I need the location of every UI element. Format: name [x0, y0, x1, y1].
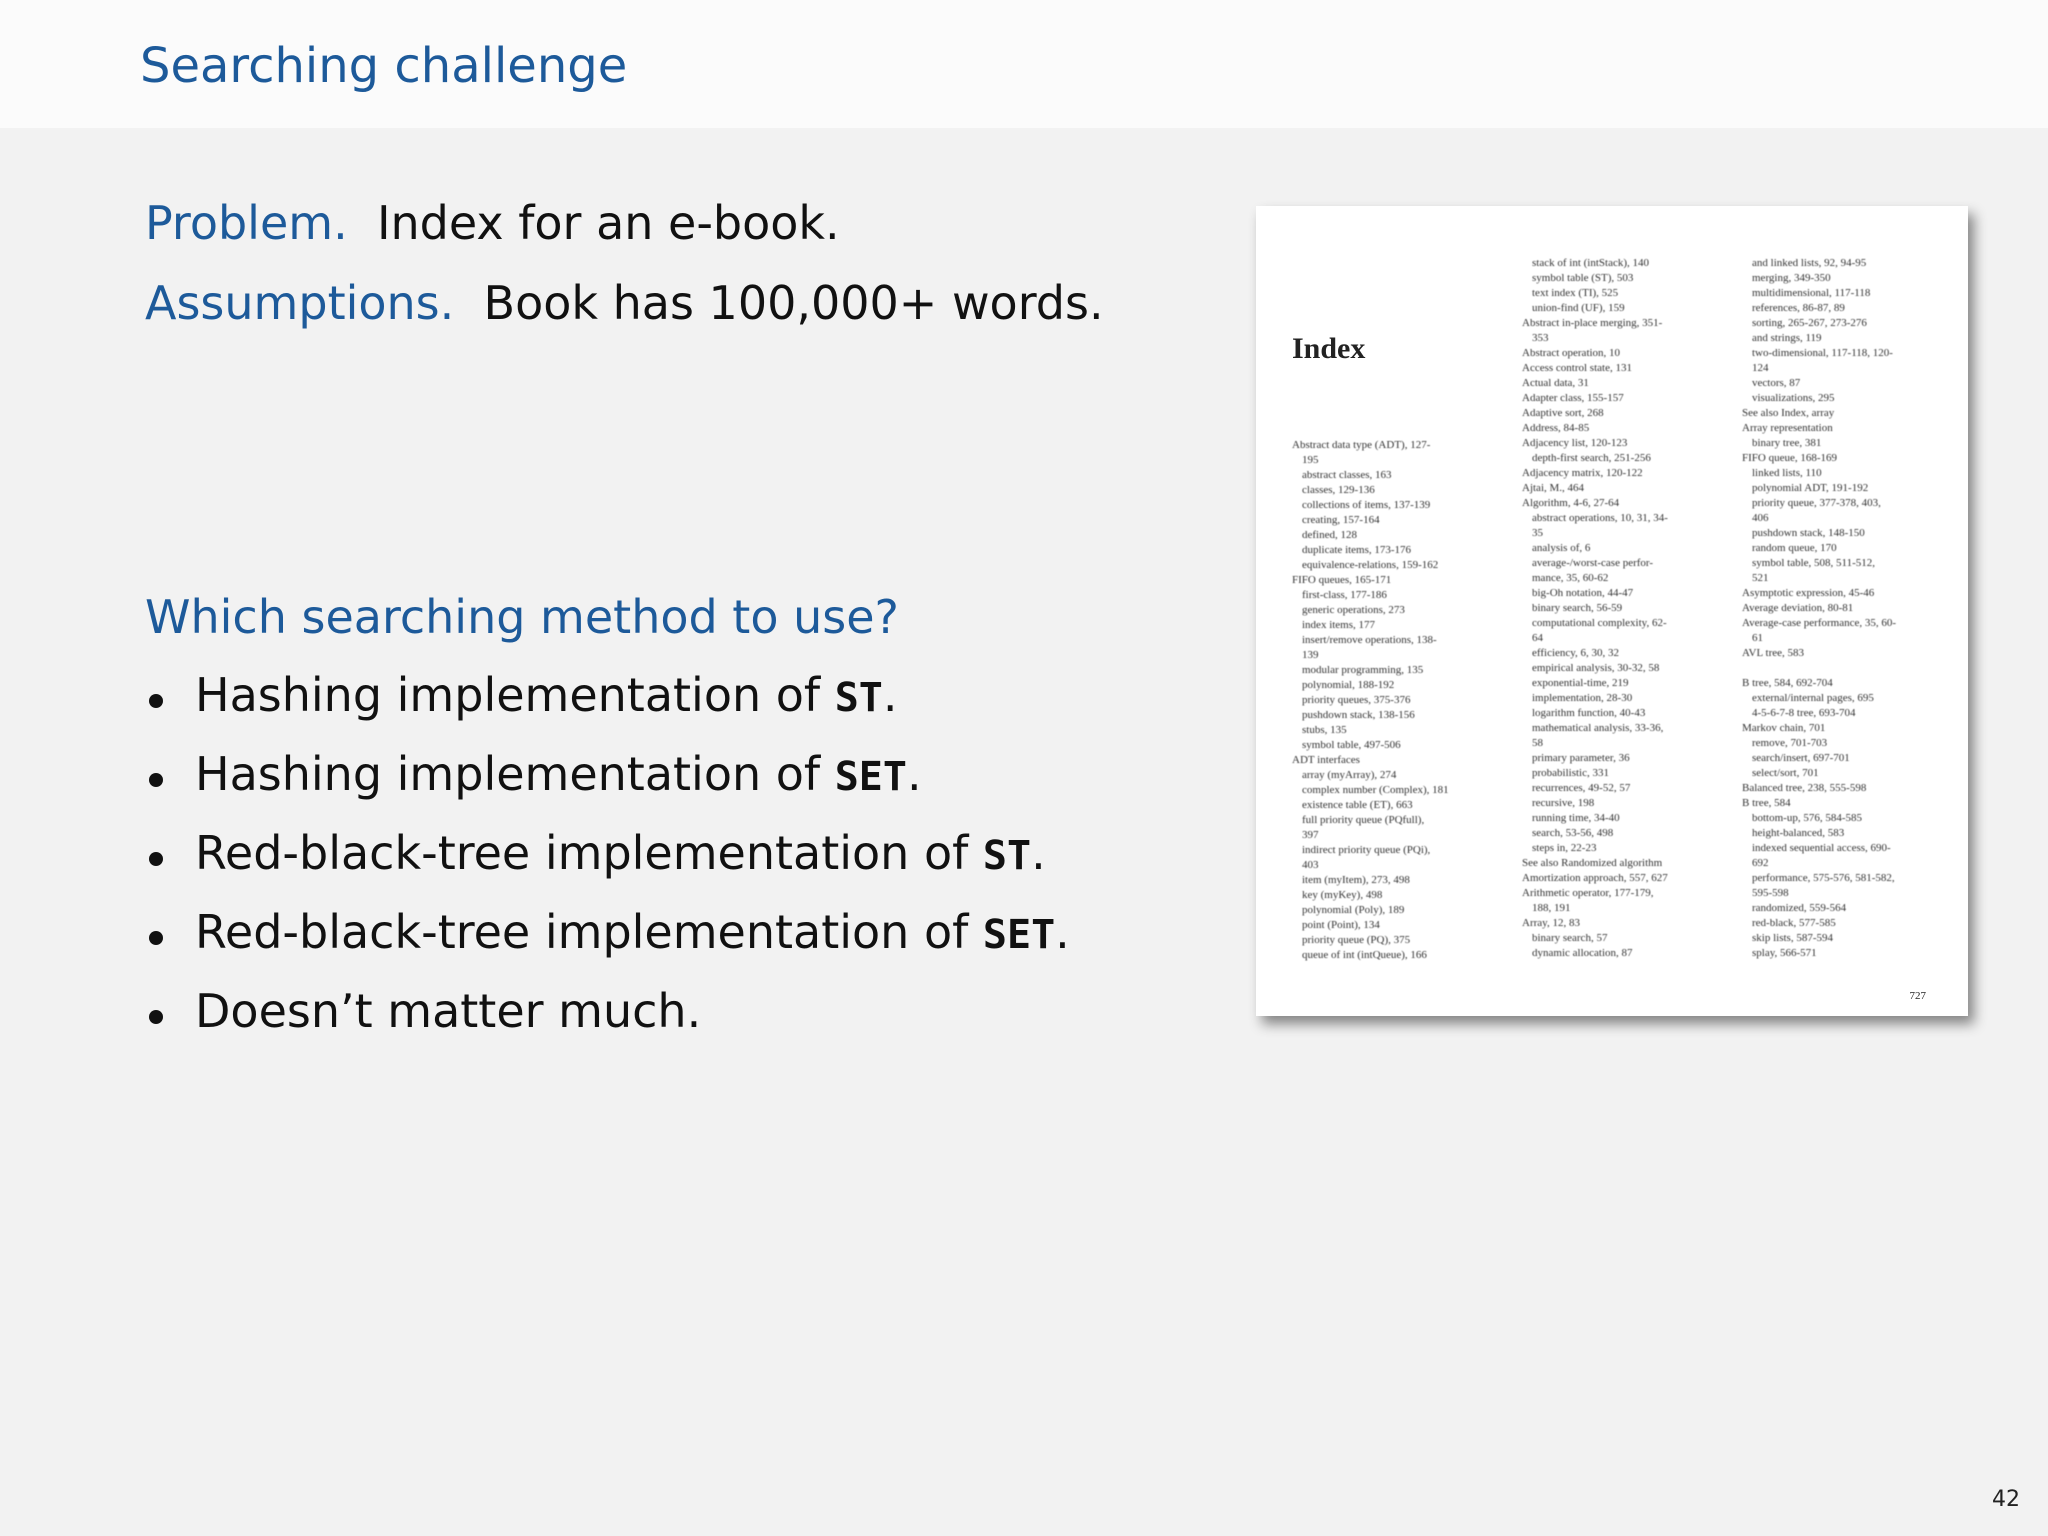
- index-entry: and strings, 119: [1752, 332, 1822, 344]
- index-column-3: [1742, 256, 1952, 961]
- bullet-code: ST: [834, 675, 883, 721]
- index-entry: 124: [1752, 362, 1769, 374]
- bullet-code: SET: [982, 912, 1056, 958]
- index-entry: See also Index, array: [1742, 407, 1835, 419]
- index-entry: equivalence-relations, 159-162: [1302, 559, 1439, 571]
- index-entry: Adapter class, 155-157: [1522, 392, 1624, 404]
- index-entry: complex number (Complex), 181: [1302, 784, 1449, 796]
- index-entry: 595-598: [1752, 887, 1789, 899]
- index-entry: references, 86-87, 89: [1752, 302, 1845, 314]
- bullet-text: Hashing implementation of: [195, 747, 835, 801]
- bullet-text: Hashing implementation of: [195, 668, 835, 722]
- index-entry: key (myKey), 498: [1302, 889, 1383, 901]
- index-entry: exponential-time, 219: [1532, 677, 1629, 689]
- index-entry: generic operations, 273: [1302, 604, 1405, 616]
- index-entry: array (myArray), 274: [1302, 769, 1397, 781]
- index-entry: Actual data, 31: [1522, 377, 1589, 389]
- index-entry: search/insert, 697-701: [1752, 752, 1850, 764]
- index-entry: select/sort, 701: [1752, 767, 1819, 779]
- index-entry: mathematical analysis, 33-36,: [1532, 722, 1664, 734]
- title-bar: [0, 0, 2048, 128]
- slide-title: Searching challenge: [140, 38, 628, 94]
- bullet-end: .: [1031, 826, 1046, 880]
- index-entry: search, 53-56, 498: [1532, 827, 1614, 839]
- assumptions-text: Book has 100,000+ words.: [483, 276, 1104, 330]
- index-entry: 61: [1752, 632, 1763, 644]
- index-entry: height-balanced, 583: [1752, 827, 1845, 839]
- bullet-item: [145, 747, 1070, 826]
- index-entry: external/internal pages, 695: [1752, 692, 1874, 704]
- index-entry: Adjacency list, 120-123: [1522, 437, 1628, 449]
- index-entry: implementation, 28-30: [1532, 692, 1633, 704]
- bullet-end: .: [1055, 905, 1070, 959]
- index-entry: binary search, 57: [1532, 932, 1608, 944]
- index-entry: vectors, 87: [1752, 377, 1801, 389]
- bullet-item: [145, 984, 1070, 1063]
- index-entry: Abstract operation, 10: [1522, 347, 1621, 359]
- index-entry: defined, 128: [1302, 529, 1357, 541]
- index-entry: merging, 349-350: [1752, 272, 1831, 284]
- bullet-code: SET: [834, 754, 907, 800]
- index-entry: 521: [1752, 572, 1769, 584]
- index-entry: 406: [1752, 512, 1769, 524]
- index-entry: Array representation: [1742, 422, 1833, 434]
- index-entry: and linked lists, 92, 94-95: [1752, 257, 1867, 269]
- index-entry: Access control state, 131: [1522, 362, 1632, 374]
- bullet-list: [145, 668, 1070, 1063]
- index-column-1: [1292, 438, 1502, 963]
- index-entry: modular programming, 135: [1302, 664, 1424, 676]
- index-entry: B tree, 584, 692-704: [1742, 677, 1833, 689]
- index-entry: running time, 34-40: [1532, 812, 1620, 824]
- index-entry: multidimensional, 117-118: [1752, 287, 1871, 299]
- index-entry: random queue, 170: [1752, 542, 1837, 554]
- index-entry: index items, 177: [1302, 619, 1376, 631]
- index-entry: performance, 575-576, 581-582,: [1752, 872, 1895, 884]
- index-entry: big-Oh notation, 44-47: [1532, 587, 1634, 599]
- index-entry: symbol table (ST), 503: [1532, 272, 1634, 284]
- index-entry: probabilistic, 331: [1532, 767, 1609, 779]
- index-entry: efficiency, 6, 30, 32: [1532, 647, 1620, 659]
- index-entry: stack of int (intStack), 140: [1532, 257, 1650, 269]
- index-entry: pushdown stack, 138-156: [1302, 709, 1415, 721]
- index-entry: Address, 84-85: [1522, 422, 1590, 434]
- index-entry: steps in, 22-23: [1532, 842, 1597, 854]
- assumptions-label: Assumptions.: [145, 276, 455, 330]
- bullet-text: Red-black-tree implementation of: [195, 826, 983, 880]
- index-entry: 195: [1302, 454, 1319, 466]
- bullet-dot-icon: [149, 1010, 163, 1024]
- index-entry: full priority queue (PQfull),: [1302, 814, 1425, 826]
- index-entry: pushdown stack, 148-150: [1752, 527, 1865, 539]
- index-entry: Markov chain, 701: [1742, 722, 1826, 734]
- index-entry: Average deviation, 80-81: [1742, 602, 1854, 614]
- index-entry: AVL tree, 583: [1742, 647, 1805, 659]
- index-entry: Asymptotic expression, 45-46: [1742, 587, 1875, 599]
- index-entry: empirical analysis, 30-32, 58: [1532, 662, 1660, 674]
- index-entry: 58: [1532, 737, 1543, 749]
- index-entry: stubs, 135: [1302, 724, 1347, 736]
- bullet-dot-icon: [149, 773, 163, 787]
- index-entry: creating, 157-164: [1302, 514, 1380, 526]
- index-entry: ADT interfaces: [1292, 754, 1360, 766]
- index-entry: 353: [1532, 332, 1549, 344]
- index-entry: first-class, 177-186: [1302, 589, 1387, 601]
- index-entry: Adaptive sort, 268: [1522, 407, 1604, 419]
- bullet-item: [145, 905, 1070, 984]
- index-entry: primary parameter, 36: [1532, 752, 1630, 764]
- bullet-code: ST: [982, 833, 1032, 879]
- index-entry: average-/worst-case perfor-: [1532, 557, 1654, 569]
- index-entry: FIFO queues, 165-171: [1292, 574, 1392, 586]
- index-entry: 397: [1302, 829, 1319, 841]
- index-entry: splay, 566-571: [1752, 947, 1817, 959]
- index-entry: binary tree, 381: [1752, 437, 1822, 449]
- index-entry: computational complexity, 62-: [1532, 617, 1667, 629]
- index-entry: 188, 191: [1532, 902, 1571, 914]
- index-entry: polynomial, 188-192: [1302, 679, 1395, 691]
- index-entry: Amortization approach, 557, 627: [1522, 872, 1668, 884]
- index-entry: 692: [1752, 857, 1769, 869]
- index-entry: abstract operations, 10, 31, 34-: [1532, 512, 1668, 524]
- index-entry: Adjacency matrix, 120-122: [1522, 467, 1643, 479]
- index-entry: 35: [1532, 527, 1543, 539]
- index-entry: polynomial (Poly), 189: [1302, 904, 1405, 916]
- index-entry: point (Point), 134: [1302, 919, 1380, 931]
- bullet-text: Red-black-tree implementation of: [195, 905, 983, 959]
- index-entry: depth-first search, 251-256: [1532, 452, 1651, 464]
- question: Which searching method to use?: [145, 590, 899, 644]
- index-entry: recursive, 198: [1532, 797, 1595, 809]
- bullet-item: [145, 668, 1070, 747]
- index-entry: item (myItem), 273, 498: [1302, 874, 1410, 886]
- problem-label: Problem.: [145, 196, 348, 250]
- index-entry: Average-case performance, 35, 60-: [1742, 617, 1897, 629]
- index-entry: B tree, 584: [1742, 797, 1791, 809]
- book-page-number: 727: [1909, 990, 1926, 1002]
- index-entry: 64: [1532, 632, 1543, 644]
- index-entry: red-black, 577-585: [1752, 917, 1836, 929]
- index-entry: See also Randomized algorithm: [1522, 857, 1663, 869]
- bullet-end: .: [882, 668, 898, 722]
- index-entry: abstract classes, 163: [1302, 469, 1392, 481]
- slide-number: 42: [1992, 1487, 2020, 1512]
- index-entry: linked lists, 110: [1752, 467, 1822, 479]
- index-entry: Abstract in-place merging, 351-: [1522, 317, 1663, 329]
- index-entry: two-dimensional, 117-118, 120-: [1752, 347, 1893, 359]
- bullet-text: Doesn’t matter much.: [195, 984, 702, 1038]
- bullet-dot-icon: [149, 852, 163, 866]
- index-entry: Ajtai, M., 464: [1522, 482, 1585, 494]
- index-entry: logarithm function, 40-43: [1532, 707, 1646, 719]
- index-entry: Array, 12, 83: [1522, 917, 1580, 929]
- index-entry: queue of int (intQueue), 166: [1302, 949, 1427, 961]
- index-entry: text index (TI), 525: [1532, 287, 1619, 299]
- index-entry: Abstract data type (ADT), 127-: [1292, 439, 1431, 451]
- index-entry: classes, 129-136: [1302, 484, 1375, 496]
- index-entry: analysis of, 6: [1532, 542, 1591, 554]
- index-entry: symbol table, 508, 511-512,: [1752, 557, 1876, 569]
- index-entry: skip lists, 587-594: [1752, 932, 1833, 944]
- problem-text: Index for an e-book.: [376, 196, 840, 250]
- index-entry: symbol table, 497-506: [1302, 739, 1401, 751]
- index-entry: recurrences, 49-52, 57: [1532, 782, 1631, 794]
- index-entry: visualizations, 295: [1752, 392, 1835, 404]
- index-entry: Balanced tree, 238, 555-598: [1742, 782, 1867, 794]
- assumptions-line: [145, 276, 1104, 330]
- index-entry: priority queues, 375-376: [1302, 694, 1411, 706]
- index-entry: priority queue (PQ), 375: [1302, 934, 1411, 946]
- index-entry: indexed sequential access, 690-: [1752, 842, 1891, 854]
- index-entry: binary search, 56-59: [1532, 602, 1623, 614]
- bullet-end: .: [906, 747, 922, 801]
- bullet-dot-icon: [149, 694, 163, 708]
- index-entry: FIFO queue, 168-169: [1742, 452, 1838, 464]
- index-column-2: [1522, 256, 1722, 961]
- bullet-dot-icon: [149, 931, 163, 945]
- index-entry: duplicate items, 173-176: [1302, 544, 1412, 556]
- index-entry: randomized, 559-564: [1752, 902, 1847, 914]
- index-entry: union-find (UF), 159: [1532, 302, 1625, 314]
- index-entry: mance, 35, 60-62: [1532, 572, 1609, 584]
- problem-line: [145, 196, 840, 250]
- index-entry: Algorithm, 4-6, 27-64: [1522, 497, 1620, 509]
- index-entry: 4-5-6-7-8 tree, 693-704: [1752, 707, 1856, 719]
- index-entry: Arithmetic operator, 177-179,: [1522, 887, 1654, 899]
- index-entry: [1742, 661, 1952, 676]
- index-entry: collections of items, 137-139: [1302, 499, 1431, 511]
- index-entry: indirect priority queue (PQi),: [1302, 844, 1431, 856]
- index-entry: 403: [1302, 859, 1319, 871]
- book-index-image: [1256, 206, 1968, 1016]
- index-entry: remove, 701-703: [1752, 737, 1828, 749]
- index-entry: dynamic allocation, 87: [1532, 947, 1633, 959]
- index-entry: bottom-up, 576, 584-585: [1752, 812, 1862, 824]
- index-entry: existence table (ET), 663: [1302, 799, 1413, 811]
- index-entry: 139: [1302, 649, 1319, 661]
- index-entry: sorting, 265-267, 273-276: [1752, 317, 1867, 329]
- index-entry: priority queue, 377-378, 403,: [1752, 497, 1881, 509]
- bullet-item: [145, 826, 1070, 905]
- index-entry: polynomial ADT, 191-192: [1752, 482, 1869, 494]
- book-index-heading: Index: [1292, 332, 1366, 365]
- index-entry: insert/remove operations, 138-: [1302, 634, 1437, 646]
